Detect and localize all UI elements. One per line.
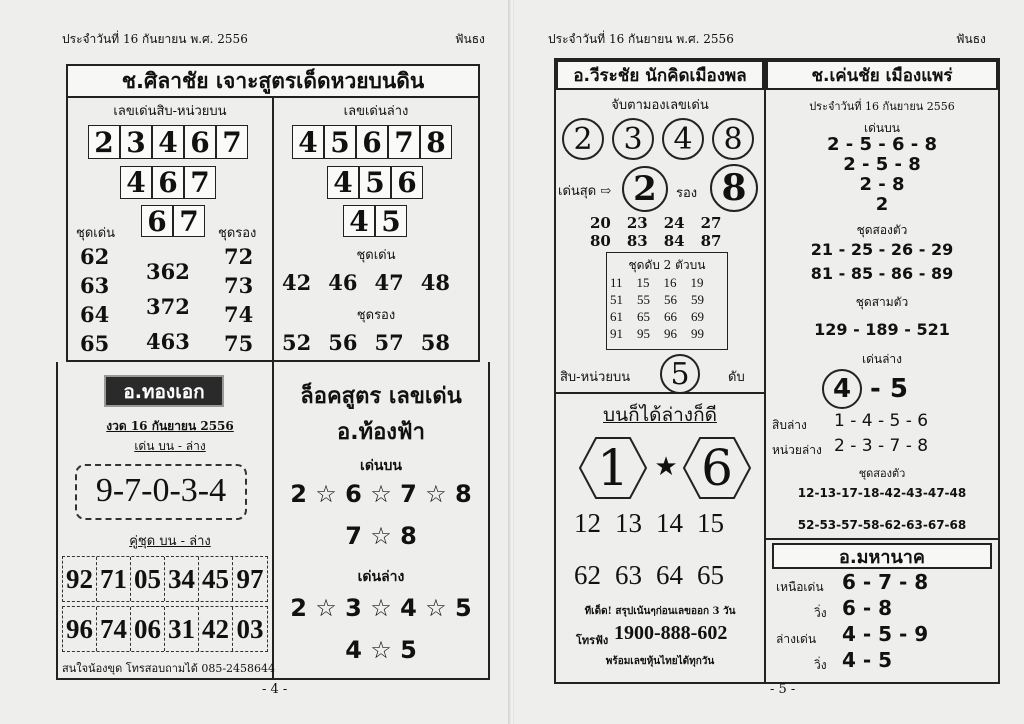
mahanak-row3-label: ล่างเด่น — [776, 632, 817, 646]
number: 80 — [590, 232, 611, 250]
thongfa-title-2: อ.ท้องฟ้า — [337, 420, 425, 445]
number: 61 — [610, 309, 623, 324]
bonkodai-note: ทีเด็ด! สรุปเน้นๆก่อนเลขออก 3 วัน — [584, 606, 736, 617]
sinlachai-title: ช.ศิลาชัย เจาะสูตรเด็ดหวยบนดิน — [66, 64, 480, 98]
grid-row — [610, 325, 704, 342]
number: 65 — [697, 560, 724, 590]
densud-label: เด่นสุด ⇨ — [558, 184, 612, 199]
number: 24 — [663, 214, 685, 232]
number: 12 — [574, 508, 601, 538]
chud2-line-1: 21 - 25 - 26 - 29 — [810, 240, 954, 259]
number: 14 — [656, 508, 683, 538]
thongek-date: งวด 16 กันยายน 2556 — [106, 419, 234, 433]
number: 06 — [131, 607, 165, 651]
denlang-circle: 4 — [822, 369, 862, 409]
digit: 4 — [343, 205, 375, 237]
weerachai-sub: จับตามองเลขเด่น — [611, 98, 709, 113]
grid-row — [610, 308, 704, 325]
right-page — [514, 0, 1024, 724]
dap-label: ดับ — [728, 370, 745, 385]
number: 96 — [63, 607, 97, 651]
number: 57 — [374, 330, 404, 355]
grid-row — [610, 291, 704, 308]
digit: 6 — [184, 125, 216, 159]
denbon-label: เด่นบน — [864, 121, 900, 135]
weerachai-row2 — [590, 232, 722, 250]
weerachai-circles — [562, 118, 754, 160]
number: 34 — [165, 557, 199, 601]
bottom-label: เลขเด่นล่าง — [343, 104, 409, 119]
number: 62 — [80, 244, 110, 269]
bonkodai-title: บนก็ได้ล่างก็ดี — [603, 404, 717, 426]
digit: 5 — [375, 205, 407, 237]
denlang-label: เด่นล่าง — [861, 352, 903, 366]
page-number: - 4 - — [262, 682, 288, 697]
mahanak-row4-value: 4 - 5 — [842, 648, 893, 672]
sib-lang-label: สิบล่าง — [772, 418, 807, 432]
number: 84 — [663, 232, 685, 250]
number: 51 — [610, 292, 623, 307]
chud-line-2: 52-53-57-58-62-63-67-68 — [797, 518, 967, 532]
rong-number: 8 — [710, 164, 758, 212]
denbon-line-1: 2 - 5 - 6 - 8 — [826, 134, 938, 155]
thongfa-top-line-1: 2 ☆ 6 ☆ 7 ☆ 8 — [290, 480, 472, 508]
digit: 4 — [292, 125, 324, 159]
digit: 7 — [173, 205, 205, 237]
thongek-title: อ.ทองเอก — [123, 381, 205, 403]
number: 362 — [146, 259, 190, 284]
number: 48 — [420, 270, 450, 295]
circled-number: 3 — [612, 118, 654, 160]
digit: 6 — [391, 166, 423, 199]
digit: 4 — [120, 166, 152, 199]
number: 91 — [610, 326, 623, 341]
thongfa-bottom-line-1: 2 ☆ 3 ☆ 4 ☆ 5 — [290, 594, 472, 622]
number: 20 — [590, 214, 611, 232]
number: 11 — [610, 275, 623, 290]
mahanak-row1-value: 6 - 7 - 8 — [842, 570, 929, 594]
bonkodai-tag: พร้อมเลขหุ้นไทยได้ทุกวัน — [605, 656, 715, 667]
number: 27 — [700, 214, 722, 232]
denbon-line-3: 2 - 8 — [859, 174, 905, 195]
circled-number: 4 — [662, 118, 704, 160]
number: 05 — [131, 557, 165, 601]
digit: 4 — [327, 166, 359, 199]
number: 97 — [236, 563, 264, 594]
number: 03 — [236, 613, 264, 644]
top-label: เลขเด่นสิบ-หน่วยบน — [113, 104, 227, 119]
number: 42 — [199, 607, 233, 651]
star-icon: ★ — [654, 452, 678, 482]
number: 13 — [615, 508, 642, 538]
number: 59 — [691, 292, 704, 307]
denbon-line-2: 2 - 5 - 8 — [843, 154, 921, 175]
weerachai-title: อ.วีระชัย นักคิดเมืองพล — [556, 60, 764, 90]
number: 463 — [146, 329, 190, 354]
chud-den-right — [282, 270, 450, 295]
top-five-digits — [88, 125, 248, 159]
sib-label: สิบ-หน่วยบน — [560, 370, 631, 385]
number: 71 — [97, 557, 131, 601]
digit: 7 — [184, 166, 216, 199]
digit: 6 — [141, 205, 173, 237]
header-date: ประจำวันที่ 16 กันยายน พ.ศ. 2556 — [62, 32, 248, 46]
set-col-b — [146, 254, 190, 359]
circled-number: 8 — [712, 118, 754, 160]
chud-grid-label: ชุดดับ 2 ตัวบน — [628, 258, 706, 272]
number: 63 — [615, 560, 642, 590]
chud3-line: 129 - 189 - 521 — [814, 320, 950, 339]
section-divider — [556, 392, 764, 394]
digit: 2 — [88, 125, 120, 159]
number: 372 — [146, 294, 190, 319]
mahanak-row2-value: 6 - 8 — [842, 596, 893, 620]
number: 63 — [80, 273, 110, 298]
number: 56 — [664, 292, 677, 307]
chud-grid — [610, 274, 704, 342]
digit: 6 — [152, 166, 184, 199]
thongek-sub: เด่น บน - ล่าง — [134, 439, 206, 453]
bottom-three-digits — [327, 166, 423, 199]
number: 73 — [224, 273, 254, 298]
divider — [272, 362, 274, 680]
sib-number: 5 — [660, 354, 700, 394]
number: 64 — [80, 302, 110, 327]
number: 62 — [574, 560, 601, 590]
number: 72 — [224, 244, 254, 269]
digit: 6 — [356, 125, 388, 159]
header-date: ประจำวันที่ 16 กันยายน พ.ศ. 2556 — [548, 32, 734, 46]
divider — [272, 98, 274, 362]
bonkodai-digit-2: 6 — [701, 439, 733, 497]
digit: 7 — [216, 125, 248, 159]
nuay-lang-label: หน่วยล่าง — [772, 443, 822, 457]
weerachai-row1 — [590, 214, 722, 232]
number: 96 — [664, 326, 677, 341]
bonkodai-row2 — [574, 560, 724, 591]
bottom-two-digits — [343, 205, 407, 237]
thongek-row1 — [62, 556, 268, 602]
number: 45 — [199, 557, 233, 601]
bonkodai-digit-1: 1 — [597, 439, 629, 497]
number: 56 — [328, 330, 358, 355]
set-col-a — [80, 242, 109, 358]
page-number: - 5 - — [770, 682, 796, 697]
chud-rong-right-label: ชุดรอง — [356, 308, 396, 323]
grid-row — [610, 274, 704, 291]
number: 92 — [63, 557, 97, 601]
digit: 5 — [359, 166, 391, 199]
mahanak-title: อ.มหานาค — [772, 543, 992, 569]
number: 15 — [697, 508, 724, 538]
thongek-row2 — [62, 606, 268, 652]
set-col-c — [224, 242, 253, 358]
chud3-label: ชุดสามตัว — [855, 295, 909, 309]
circled-number: 2 — [562, 118, 604, 160]
mahanak-row4-label: วิ่ง — [814, 658, 827, 672]
number: 65 — [637, 309, 650, 324]
number: 15 — [636, 275, 650, 290]
thongfa-top-line-2: 7 ☆ 8 — [345, 522, 417, 550]
mahanak-row2-label: วิ่ง — [814, 606, 827, 620]
digit: 4 — [152, 125, 184, 159]
rong-label: รอง — [676, 186, 698, 201]
section-divider — [766, 538, 1000, 540]
number: 99 — [691, 326, 704, 341]
denlang-rest: - 5 — [870, 374, 908, 404]
number: 74 — [224, 302, 254, 327]
densud-number: 2 — [622, 166, 668, 212]
thongfa-bottom-label: เด่นล่าง — [357, 569, 405, 585]
chud-line-1: 12-13-17-18-42-43-47-48 — [797, 486, 967, 500]
number: 74 — [97, 607, 131, 651]
number: 83 — [626, 232, 648, 250]
number: 42 — [282, 270, 312, 295]
chud-rong-right — [282, 330, 450, 355]
header-right: ฟันธง — [455, 32, 485, 46]
thongfa-title-1: ล็อคสูตร เลขเด่น — [300, 384, 462, 409]
chud2-label: ชุดสองตัว — [856, 223, 908, 237]
thongfa-bottom-line-2: 4 ☆ 5 — [345, 636, 417, 664]
bonkodai-row1 — [574, 508, 724, 539]
left-page — [0, 0, 510, 724]
number: 87 — [700, 232, 722, 250]
number: 65 — [80, 331, 110, 356]
number: 52 — [282, 330, 312, 355]
number: 19 — [690, 275, 704, 290]
digit: 5 — [324, 125, 356, 159]
chud-label-2: ชุดสองตัว — [858, 467, 906, 480]
chud-den-label: ชุดเด่น — [76, 226, 116, 241]
chud-den-right-label: ชุดเด่น — [356, 248, 396, 263]
thongfa-top-label: เด่นบน — [360, 458, 402, 474]
number: 16 — [663, 275, 677, 290]
digit: 7 — [388, 125, 420, 159]
number: 31 — [165, 607, 199, 651]
kenchai-date: ประจำวันที่ 16 กันยายน 2556 — [809, 100, 955, 113]
top-two-digits — [141, 205, 205, 237]
mahanak-row3-value: 4 - 5 - 9 — [842, 622, 929, 646]
number: 69 — [691, 309, 704, 324]
thongek-main-number: 9-7-0-3-4 — [95, 472, 227, 509]
number: 55 — [637, 292, 650, 307]
digit: 3 — [120, 125, 152, 159]
number: 23 — [626, 214, 648, 232]
number: 95 — [637, 326, 650, 341]
number: 66 — [664, 309, 677, 324]
number: 64 — [656, 560, 683, 590]
thongek-pair-label: คู่ชุด บน - ล่าง — [129, 534, 211, 549]
denbon-line-4: 2 — [875, 194, 889, 215]
nuay-lang-value: 2 - 3 - 7 - 8 — [834, 436, 929, 456]
bottom-five-digits — [292, 125, 452, 159]
number: 47 — [374, 270, 404, 295]
kenchai-title: ช.เค่นชัย เมืองแพร่ — [766, 60, 998, 90]
thongek-footer: สนใจน้องขุด โทรสอบถามได้ 085-2458644 — [62, 662, 276, 675]
chud-rong-label: ชุดรอง — [218, 226, 257, 241]
number: 58 — [420, 330, 450, 355]
chud2-line-2: 81 - 85 - 86 - 89 — [810, 264, 954, 283]
top-three-digits — [120, 166, 216, 199]
digit: 8 — [420, 125, 452, 159]
header-right: ฟันธง — [956, 32, 986, 46]
number: 75 — [224, 331, 254, 356]
phone-label: โทรฟัง — [576, 634, 609, 647]
mahanak-row1-label: เหนือเด่น — [776, 580, 824, 594]
number: 46 — [328, 270, 358, 295]
phone-number: 1900-888-602 — [614, 622, 728, 644]
sib-lang-value: 1 - 4 - 5 - 6 — [834, 411, 929, 431]
